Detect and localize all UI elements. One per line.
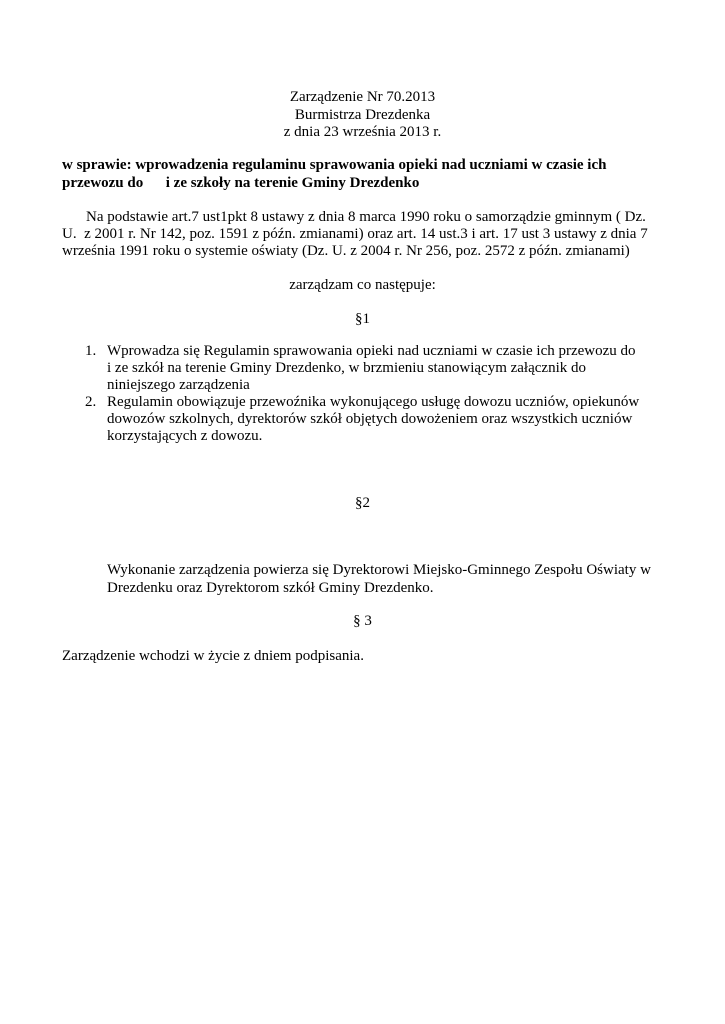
legal-basis-line-2: U. z 2001 r. Nr 142, poz. 1591 z późn. zmianami) oraz art. 14 ust.3 i art. 17 ust 3 ustawy z dnia 7 [62, 226, 648, 242]
list-item-line: Regulamin obowiązuje przewoźnika wykonującego usługę dowozu uczniów, opiekunów [107, 394, 640, 410]
list-item-number: 1. [85, 343, 97, 359]
section-1-heading: §1 [355, 311, 370, 327]
list-item-line: korzystających z dowozu. [107, 428, 263, 444]
list-item-number: 2. [85, 394, 97, 410]
section-2-line-1: Wykonanie zarządzenia powierza się Dyrektorowi Miejsko-Gminnego Zespołu Oświaty w [107, 562, 651, 578]
decree-issuer: Burmistrza Drezdenka [294, 107, 431, 123]
legal-basis-line-3: września 1991 roku o systemie oświaty (Dz. U. z 2004 r. Nr 256, poz. 2572 z późn. zmianami) [62, 243, 630, 259]
list-item-line: niniejszego zarządzenia [107, 377, 250, 393]
list-item-line: Wprowadza się Regulamin sprawowania opieki nad uczniami w czasie ich przewozu do [107, 343, 636, 359]
decree-title: Zarządzenie Nr 70.2013 [289, 89, 436, 105]
list-item-line: dowozów szkolnych, dyrektorów szkół objętych dowożeniem oraz wszystkich uczniów [107, 411, 633, 427]
list-item-line: i ze szkół na terenie Gminy Drezdenko, w brzmieniu stanowiącym załącznik do [107, 360, 586, 376]
section-2-heading: §2 [355, 495, 370, 511]
section-3-heading: § 3 [353, 613, 372, 629]
legal-basis-line-1: Na podstawie art.7 ust1pkt 8 ustawy z dnia 8 marca 1990 roku o samorządzie gminnym ( Dz. [86, 209, 646, 225]
section-3-text: Zarządzenie wchodzi w życie z dniem podpisania. [62, 648, 364, 664]
subject-line-2: przewozu do i ze szkoły na terenie Gminy Drezdenko [62, 175, 420, 191]
decree-date: z dnia 23 września 2013 r. [283, 124, 442, 140]
decree-statement: zarządzam co następuje: [289, 277, 436, 293]
section-2-line-2: Drezdenku oraz Dyrektorom szkół Gminy Drezdenko. [107, 580, 434, 596]
subject-line-1: w sprawie: wprowadzenia regulaminu sprawowania opieki nad uczniami w czasie ich [62, 157, 607, 173]
